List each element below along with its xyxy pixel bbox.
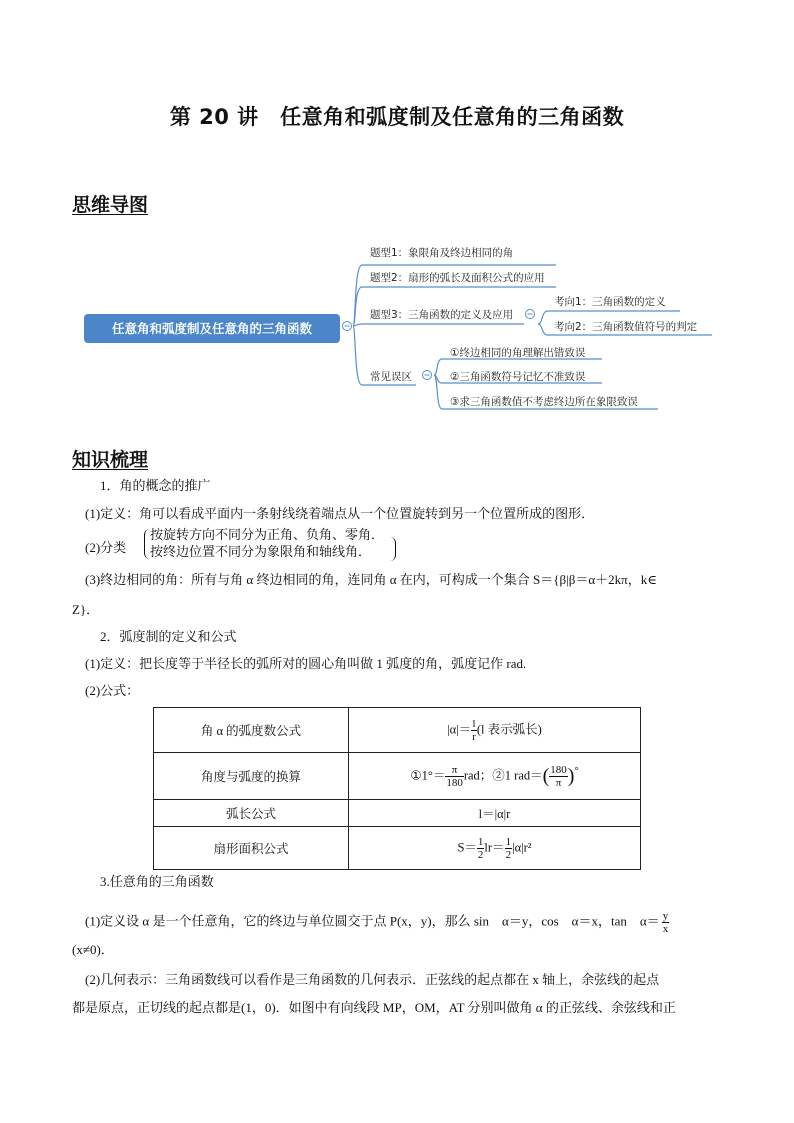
definition-angle: (1)定义：角可以看成平面内一条射线绕着端点从一个位置旋转到另一个位置所成的图形． (85, 506, 595, 521)
trig-definition-line1: (1)定义设 α 是一个任意角，它的终边与单位圆交于点 P(x，y)，那么 sin α＝y，cos α＝x，tan α＝ $\frac{y}{x}$ (85, 910, 669, 935)
mind-map-root: 任意角和弧度制及任意角的三角函数 (111, 321, 312, 336)
mind-map-branch-type3: 题型3：三角函数的定义及应用 (370, 309, 514, 321)
geometric-representation-line1: (2)几何表示：三角函数线可以看作是三角函数的几何表示．正弦线的起点都在 x 轴上，余弦线的起点 (85, 972, 660, 987)
classification-label: (2)分类 (85, 540, 127, 555)
heading-radian: 2．弧度制的定义和公式 (100, 629, 237, 644)
definition-radian: (1)定义：把长度等于半径长的弧所对的圆心角叫做 1 弧度的角，弧度记作 rad. (85, 656, 527, 671)
mind-map-sub-direction2: 考向2：三角函数值符号的判定 (554, 321, 698, 333)
connector-type2 (353, 287, 362, 326)
geometric-representation-line2: 都是原点，正切线的起点都是(1，0)．如图中有向线段 MP，OM，AT 分别叫做角 α 的正弦线、余弦线和正 (72, 1000, 676, 1015)
table-row (154, 708, 641, 753)
table-row (154, 827, 641, 870)
formula-label: (2)公式： (85, 683, 140, 698)
table-cell-name: 角 α 的弧度数公式 (154, 708, 349, 753)
table-cell-name: 扇形面积公式 (154, 827, 349, 870)
mind-map-branch-type2: 题型2：扇形的弧长及面积公式的应用 (370, 272, 545, 284)
table-row (154, 753, 641, 800)
mind-map-sub-error1: ①终边相同的角理解出错致误 (450, 347, 586, 359)
connector-type3 (353, 324, 362, 326)
table-cell-formula: l＝|α|r (349, 800, 641, 827)
coterminal-angles-line2: Z}． (72, 602, 100, 617)
connector-errors (353, 326, 362, 385)
section-heading-mindmap: 思维导图 (72, 194, 149, 216)
classification-by-direction: 按旋转方向不同分为正角、负角、零角． (150, 527, 385, 542)
mind-map-branch-type1: 题型1：象限角及终边相同的角 (370, 247, 514, 259)
table-cell-formula: S＝ $\frac{1}{2}$ lr＝ $\frac{1}{2}$ |α|r² (349, 827, 641, 870)
mind-map-sub-error2: ②三角函数符号记忆不准致误 (450, 371, 586, 383)
heading-angle-concept: 1．角的概念的推广 (100, 478, 211, 493)
table-cell-name: 角度与弧度的换算 (154, 753, 349, 800)
classification-close-brace (389, 537, 396, 561)
table-cell-formula: ①1°＝ $\frac{\pi}{180}$ rad；②1 rad＝( $\frac{180}{\pi}$ )° (349, 753, 641, 800)
classification-by-terminal-side: 按终边位置不同分为象限角和轴线角． (150, 544, 372, 559)
heading-trig-functions: 3.任意角的三角函数 (100, 874, 214, 889)
mind-map-sub-direction1: 考向1：三角函数的定义 (554, 296, 666, 308)
table-row (154, 800, 641, 827)
table-cell-name: 弧长公式 (154, 800, 349, 827)
section-heading-knowledge: 知识梳理 (72, 449, 149, 471)
formula-table (153, 707, 641, 870)
mind-map-sub-error3: ③求三角函数值不考虑终边所在象限致误 (450, 396, 638, 408)
table-cell-formula: |α|＝ $\frac{l}{r}$ (l 表示弧长) (349, 708, 641, 753)
page-title: 第 20 讲 任意角和弧度制及任意角的三角函数 (169, 105, 625, 129)
mind-map-branch-errors: 常见误区 (370, 371, 412, 383)
trig-definition-line2: (x≠0)． (72, 942, 114, 957)
coterminal-angles-line1: (3)终边相同的角：所有与角 α 终边相同的角，连同角 α 在内，可构成一个集合 S＝{β|β＝α＋2kπ，k∈ (85, 572, 657, 587)
